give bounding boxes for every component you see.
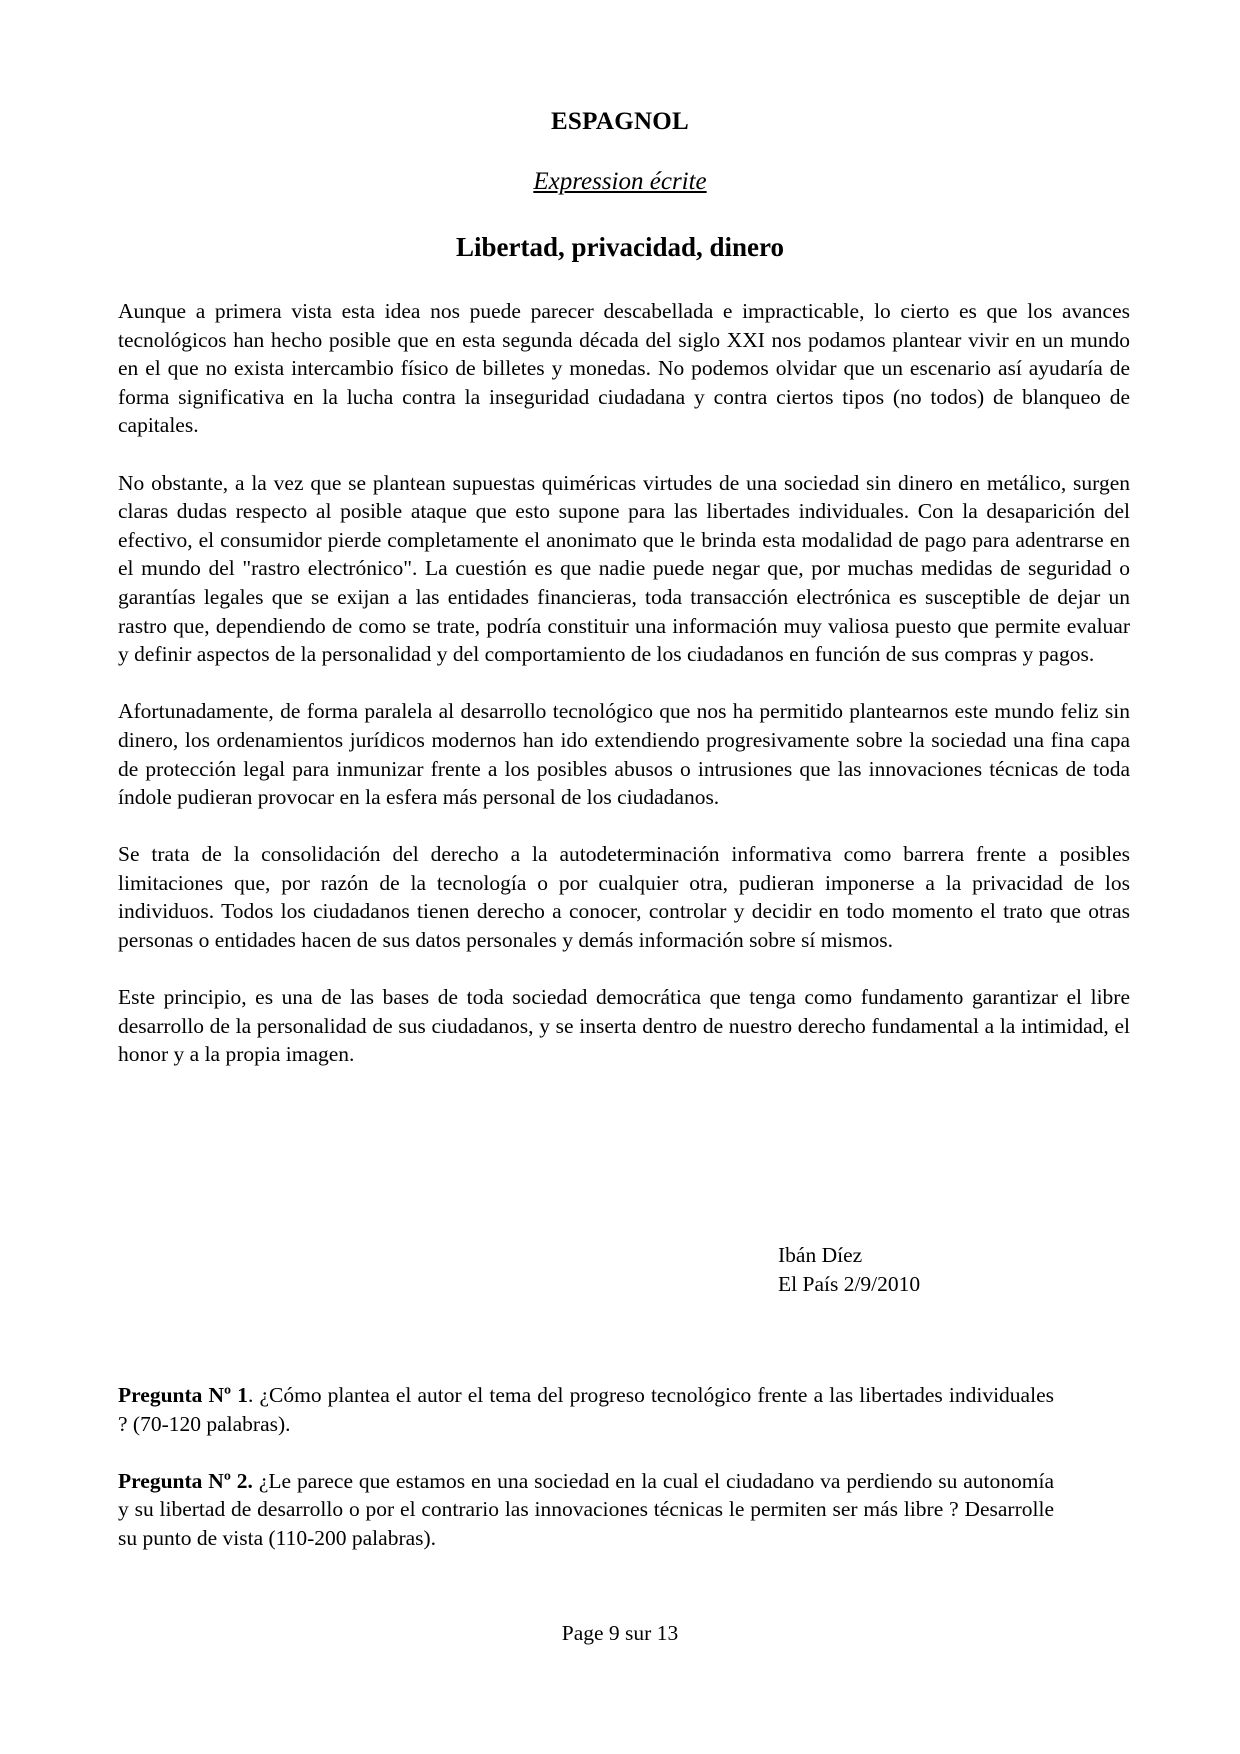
- page-number-footer: Page 9 sur 13: [561, 1621, 679, 1645]
- article-paragraph-5: Este principio, es una de las bases de toda sociedad democrática que tenga como fundamento garantizar el libre desarrollo de la personalidad de sus ciudadanos, y se inserta dentro de nuestro derecho fundamental a la intimidad, el honor y a la propia imagen.: [118, 985, 1130, 1067]
- article-signature: [778, 1241, 920, 1299]
- exercise-subheading: Expression écrite: [533, 168, 707, 195]
- question-1: [118, 1381, 1054, 1438]
- article-body: [118, 297, 1130, 1098]
- questions-section: [118, 1381, 1054, 1581]
- article-title: Libertad, privacidad, dinero: [455, 232, 785, 262]
- question-1-label: Pregunta Nº 1: [118, 1383, 248, 1407]
- article-paragraph-2: No obstante, a la vez que se plantean supuestas quiméricas virtudes de una sociedad sin dinero en metálico, surgen claras dudas respecto al posible ataque que esto supone para las libertades individuales. Con la desaparición del efectivo, el consumidor pierde completamente el anonimato que le brinda esta modalidad de pago para adentrarse en el mundo del "rastro electrónico". La cuestión es que nadie puede negar que, por muchas medidas de seguridad o garantías legales que se exijan a las entidades financieras, toda transacción electrónica es susceptible de dejar un rastro que, dependiendo de como se trate, podría constituir una información muy valiosa puesto que permite evaluar y definir aspectos de la personalidad y del comportamiento de los ciudadanos en función de sus compras y pagos.: [118, 470, 1130, 667]
- article-source: El País 2/9/2010: [778, 1272, 921, 1296]
- article-paragraph-4: Se trata de la consolidación del derecho a la autodeterminación informativa como barrera frente a posibles limitaciones que, por razón de la tecnología o por cualquier otra, pudieran imponerse a la privacidad de los individuos. Todos los ciudadanos tienen derecho a conocer, controlar y decidir en todo momento el trato que otras personas o entidades hacen de sus datos personales y demás información sobre sí mismos.: [118, 842, 1130, 953]
- question-2-text: ¿Le parece que estamos en una sociedad en la cual el ciudadano va perdiendo su autonomía y su libertad de desarrollo o por el contrario las innovaciones técnicas le permiten ser más libre ? Desarrolle su punto de vista (110-200 palabras).: [118, 1468, 1054, 1550]
- question-2: [118, 1467, 1054, 1553]
- author-name: Ibán Díez: [778, 1243, 863, 1267]
- question-2-label: Pregunta Nº 2.: [118, 1468, 253, 1493]
- subject-heading: ESPAGNOL: [550, 108, 690, 135]
- question-1-text: . ¿Cómo plantea el autor el tema del progreso tecnológico frente a las libertades individuales ? (70-120 palabras).: [118, 1383, 1054, 1436]
- article-paragraph-1: Aunque a primera vista esta idea nos puede parecer descabellada e impracticable, lo cierto es que los avances tecnológicos han hecho posible que en esta segunda década del siglo XXI nos podamos plantear vivir en un mundo en el que no exista intercambio físico de billetes y monedas. No podemos olvidar que un escenario así ayudaría de forma significativa en la lucha contra la inseguridad ciudadana y contra ciertos tipos (no todos) de blanqueo de capitales.: [118, 299, 1130, 438]
- article-paragraph-3: Afortunadamente, de forma paralela al desarrollo tecnológico que nos ha permitido plantearnos este mundo feliz sin dinero, los ordenamientos jurídicos modernos han ido extendiendo progresivamente sobre la sociedad una fina capa de protección legal para inmunizar frente a los posibles abusos o intrusiones que las innovaciones técnicas de toda índole pudieran provocar en la esfera más personal de los ciudadanos.: [118, 699, 1130, 810]
